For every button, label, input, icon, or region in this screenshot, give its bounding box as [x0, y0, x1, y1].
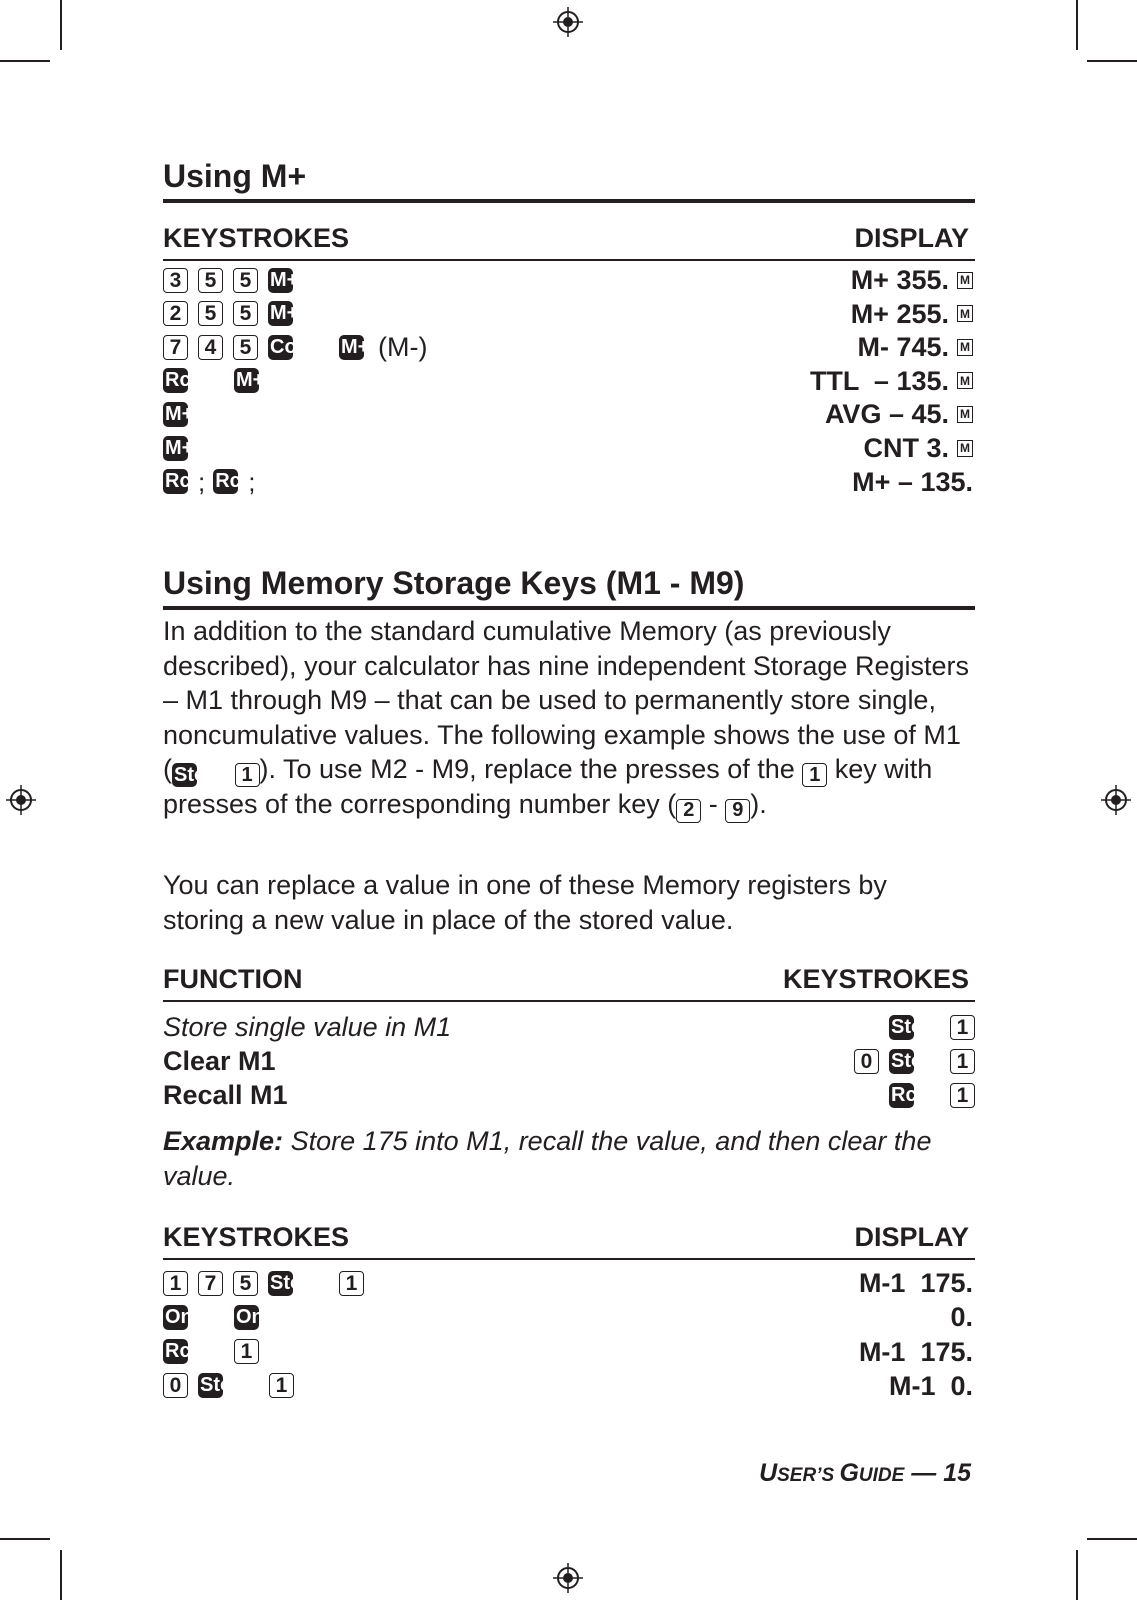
key-stor-icon: Stor	[200, 1374, 240, 1397]
key-4-icon: 4	[198, 335, 223, 360]
key-m--icon: M+	[236, 369, 265, 392]
keystrokes-cell	[163, 1266, 374, 1300]
display-value: CNT 3.	[863, 433, 949, 463]
key-2-icon: 2	[676, 799, 701, 823]
key-5-icon: 5	[233, 268, 258, 293]
display-cell	[851, 297, 973, 331]
key-m--icon: M+	[270, 302, 299, 325]
key-m--icon: M+	[165, 402, 194, 425]
display-cell	[889, 1369, 973, 1403]
table-row	[163, 297, 975, 331]
key-stor-icon: Stor	[891, 1049, 931, 1072]
display-value: 0.	[950, 1302, 973, 1333]
table-row	[163, 1335, 975, 1369]
table-row	[163, 364, 975, 398]
key-on-c-icon: On/C	[165, 1305, 213, 1328]
key-5-icon: 5	[233, 335, 258, 360]
table-row	[163, 1266, 975, 1300]
key-1-icon: 1	[950, 1083, 975, 1108]
column-header-display: DISPLAY	[854, 223, 969, 253]
crop-mark	[1076, 0, 1078, 50]
key-7-icon: 7	[163, 335, 188, 360]
display-cell	[825, 397, 973, 431]
display-value: TTL – 135.	[809, 365, 949, 396]
column-header-keystrokes: KEYSTROKES	[163, 223, 350, 253]
replace-paragraph: You can replace a value in one of these Memory registers by storing a new value in place of the stored value.	[163, 870, 887, 935]
table-row	[163, 1300, 975, 1334]
divider	[163, 606, 975, 610]
display-value: AVG – 45.	[824, 399, 949, 430]
key-rcl-icon: Rcl	[165, 470, 197, 493]
table-row	[163, 431, 975, 465]
key-m--icon: M+	[341, 335, 370, 358]
display-cell	[851, 263, 973, 297]
keystrokes-cell	[163, 330, 427, 364]
key-1-icon: 1	[269, 1373, 294, 1398]
table-row	[163, 263, 975, 297]
key-rcl-icon: Rcl	[165, 369, 197, 392]
memory-indicator-icon: M	[957, 440, 973, 457]
crop-mark	[1076, 1550, 1078, 1600]
key-5-icon: 5	[233, 1271, 258, 1296]
display-value: M-1 175.	[858, 1268, 973, 1298]
function-name: Recall M1	[163, 1080, 288, 1110]
key-1-icon: 1	[339, 1271, 364, 1296]
keystrokes-cell	[163, 263, 303, 297]
key-7-icon: 7	[198, 1271, 223, 1296]
function-name: Clear M1	[163, 1046, 276, 1076]
example-paragraph: Example: Store 175 into M1, recall the value, and then clear the value.	[163, 1126, 932, 1191]
keystrokes-cell	[163, 1300, 284, 1334]
key-conv-icon: Conv	[270, 335, 320, 358]
crop-mark	[1087, 60, 1137, 62]
display-value: M+ – 135.	[852, 466, 973, 497]
key-rcl-icon: Rcl	[891, 1083, 923, 1106]
registration-mark-icon	[553, 1563, 583, 1593]
keystrokes-cell	[163, 397, 198, 431]
key-3-icon: 3	[163, 268, 188, 293]
section-title-using-m-plus: Using M+	[163, 158, 307, 194]
keystrokes-cell	[854, 1044, 975, 1078]
key-0-icon: 0	[854, 1049, 879, 1074]
display-value: M-1 175.	[858, 1336, 973, 1367]
key-2-icon: 2	[163, 301, 188, 326]
table-row	[163, 1078, 975, 1112]
table-row	[163, 397, 975, 431]
display-value: M-1 0.	[888, 1370, 973, 1401]
divider	[163, 199, 975, 203]
display-cell	[810, 364, 973, 398]
keystrokes-cell	[163, 1335, 269, 1369]
intro-paragraph: In addition to the standard cumulative Memory (as previously described), your calculator has nine independent Storage Registers – M1 through M9 – that can be used to permanently store single, noncumulative values. The following example shows the use of M1 ( Stor 1 ). To use M2 - M9, replace the presses of the 1 key with presses of the corresponding number key ( 2 - 9 ).	[163, 616, 969, 822]
key-1-icon: 1	[950, 1015, 975, 1040]
display-cell	[859, 1335, 973, 1369]
function-name: Store single value in M1	[163, 1012, 452, 1042]
divider	[163, 1000, 975, 1002]
table-row	[163, 1010, 975, 1044]
table-row	[163, 1044, 975, 1078]
column-header-keystrokes: KEYSTROKES	[782, 964, 969, 994]
memory-indicator-icon: M	[957, 339, 973, 356]
key-5-icon: 5	[233, 301, 258, 326]
key-1-icon: 1	[235, 763, 260, 787]
registration-mark-icon	[1101, 785, 1131, 815]
separator: ;	[248, 466, 256, 497]
column-header-display: DISPLAY	[854, 1222, 969, 1252]
key-m--icon: M+	[270, 268, 299, 291]
display-value: M+ 355.	[850, 265, 949, 295]
display-value: M- 745.	[857, 332, 949, 363]
key-5-icon: 5	[198, 268, 223, 293]
crop-mark	[60, 0, 62, 50]
crop-mark	[1087, 1538, 1137, 1540]
page-footer: USER’S GUIDE — 15	[759, 1459, 971, 1487]
crop-mark	[0, 1538, 50, 1540]
key-0-icon: 0	[163, 1373, 188, 1398]
display-cell	[863, 431, 973, 465]
keystrokes-cell	[163, 465, 263, 499]
key-stor-icon: Stor	[270, 1271, 310, 1294]
table-row	[163, 1369, 975, 1403]
display-cell	[857, 330, 973, 364]
crop-mark	[0, 60, 50, 62]
divider	[163, 1258, 975, 1260]
section-title-memory-storage: Using Memory Storage Keys (M1 - M9)	[163, 565, 745, 601]
key-1-icon: 1	[234, 1339, 259, 1364]
display-cell	[859, 1266, 973, 1300]
table-row	[163, 465, 975, 499]
separator: ;	[198, 466, 206, 497]
keystrokes-cell	[889, 1078, 975, 1112]
crop-mark	[60, 1550, 62, 1600]
keystrokes-cell	[163, 1369, 304, 1403]
display-value: M+ 255.	[850, 298, 949, 329]
key-9-icon: 9	[725, 799, 750, 823]
column-header-keystrokes: KEYSTROKES	[163, 1222, 350, 1252]
registration-mark-icon	[6, 785, 36, 815]
memory-indicator-icon: M	[957, 372, 973, 389]
keystrokes-cell	[163, 364, 269, 398]
key-rcl-icon: Rcl	[215, 470, 247, 493]
key-1-icon: 1	[802, 763, 827, 787]
key-5-icon: 5	[198, 301, 223, 326]
column-header-function: FUNCTION	[163, 964, 303, 994]
example-label: Example:	[163, 1126, 284, 1156]
registration-mark-icon	[553, 7, 583, 37]
keystrokes-cell	[163, 297, 303, 331]
key-on-c-icon: On/C	[236, 1305, 284, 1328]
table-row	[163, 330, 975, 364]
key-rcl-icon: Rcl	[165, 1340, 197, 1363]
keystrokes-cell	[163, 431, 198, 465]
stor-key-icon: Stor	[174, 764, 214, 786]
display-cell	[950, 1300, 973, 1334]
memory-indicator-icon: M	[957, 272, 973, 289]
keystrokes-cell	[889, 1010, 975, 1044]
memory-indicator-icon: M	[957, 305, 973, 322]
keystroke-note: (M-)	[378, 332, 428, 363]
memory-indicator-icon: M	[957, 406, 973, 423]
key-1-icon: 1	[950, 1049, 975, 1074]
key-stor-icon: Stor	[891, 1015, 931, 1038]
display-cell	[852, 465, 973, 499]
key-1-icon: 1	[163, 1271, 188, 1296]
divider	[163, 259, 975, 261]
key-m--icon: M+	[165, 436, 194, 459]
